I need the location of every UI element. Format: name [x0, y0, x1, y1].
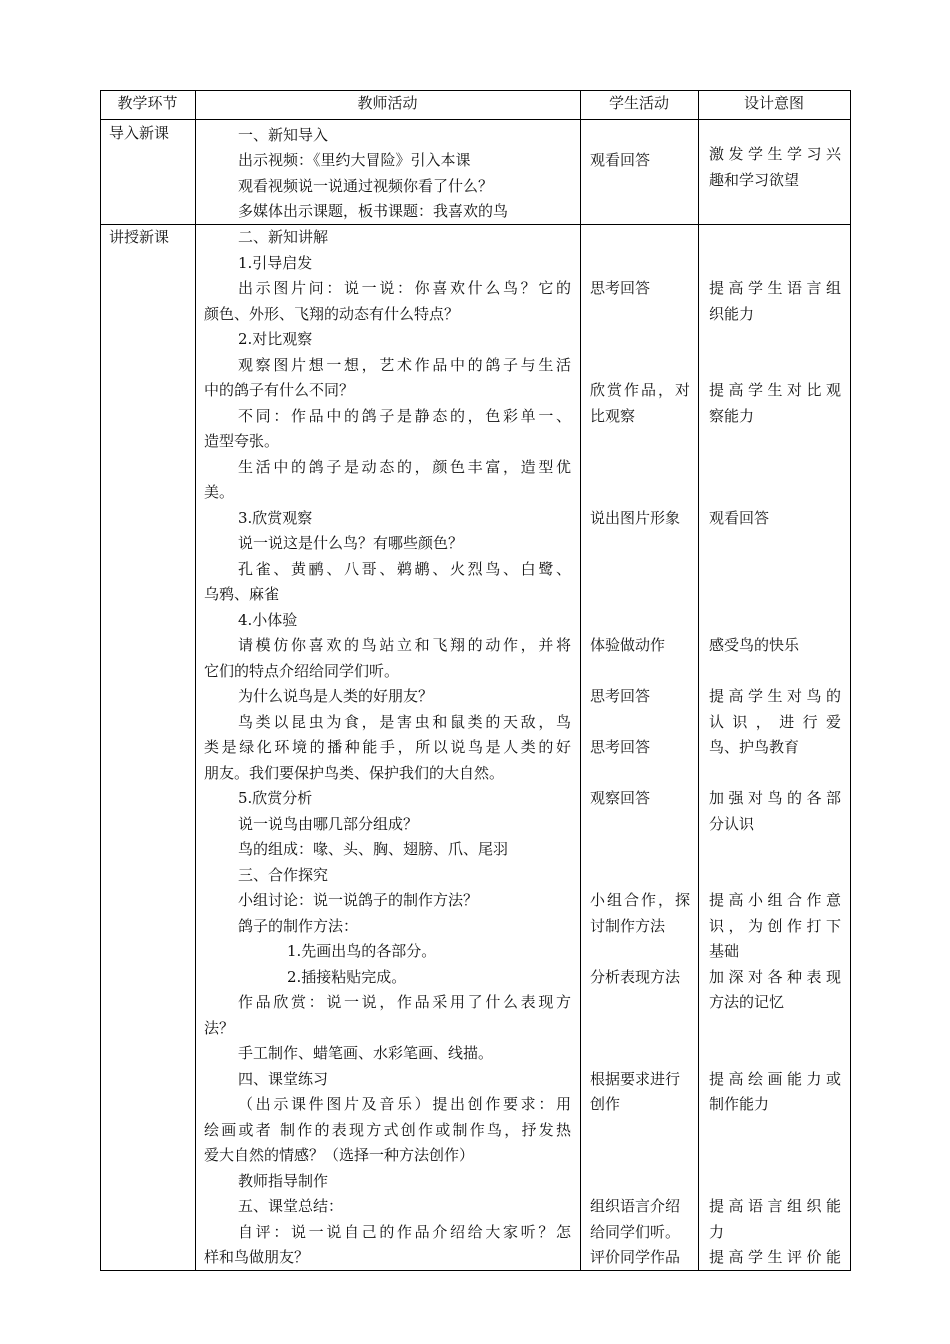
teacher-line: 手工制作、蜡笔画、水彩笔画、线描。 [238, 1044, 494, 1062]
design-line: 提高学生对比观 [709, 381, 841, 399]
table-border-left [100, 90, 101, 1271]
design-line: 趣和学习欲望 [709, 171, 800, 189]
teacher-line: 样和鸟做朋友？ [204, 1248, 310, 1266]
design-line: 鸟、护鸟教育 [709, 738, 800, 756]
student-line: 比观察 [590, 407, 636, 425]
teacher-line: 2.插接粘贴完成。 [287, 968, 407, 986]
teacher-line: 美。 [204, 483, 235, 501]
student-line: 思考回答 [590, 738, 651, 756]
section-label: 讲授新课 [109, 228, 170, 246]
teacher-line: 2.对比观察 [238, 330, 313, 348]
design-line: 制作能力 [709, 1095, 770, 1113]
student-line: 根据要求进行 [590, 1070, 681, 1088]
column-divider [698, 90, 699, 1271]
teacher-line: 中的鸽子有什么不同？ [204, 381, 355, 399]
design-line: 感受鸟的快乐 [709, 636, 800, 654]
design-line: 提高学生语言组 [709, 279, 841, 297]
student-line: 欣赏作品，对 [590, 381, 690, 399]
design-line: 方法的记忆 [709, 993, 785, 1011]
design-line: 力 [709, 1223, 725, 1241]
teacher-line: 请模仿你喜欢的鸟站立和飞翔的动作，并将 [238, 636, 571, 654]
teacher-line: 鸽子的制作方法： [238, 917, 359, 935]
teacher-line: 小组讨论：说一说鸽子的制作方法？ [238, 891, 479, 909]
teacher-line: 造型夸张。 [204, 432, 280, 450]
student-line: 分析表现方法 [590, 968, 681, 986]
teacher-line: 教师指导制作 [238, 1172, 329, 1190]
teacher-line: 绘画或者 制作的表现方式创作或制作鸟，抒发热 [204, 1121, 571, 1139]
section-label: 导入新课 [109, 124, 170, 142]
student-line: 说出图片形象 [590, 509, 681, 527]
student-line: 观察回答 [590, 789, 651, 807]
design-line: 提高学生对鸟的 [709, 687, 841, 705]
teacher-line: 法？ [204, 1019, 235, 1037]
row-divider [100, 119, 851, 120]
teacher-line: 颜色、外形、飞翔的动态有什么特点？ [204, 305, 460, 323]
teacher-line: 作品欣赏：说一说，作品采用了什么表现方 [238, 993, 571, 1011]
teacher-line: （出示课件图片及音乐）提出创作要求：用 [238, 1095, 571, 1113]
student-line: 体验做动作 [590, 636, 666, 654]
student-line: 组织语言介绍 [590, 1197, 681, 1215]
teacher-line: 爱大自然的情感？（选择一种方法创作） [204, 1146, 475, 1164]
header-cell: 教学环节 [117, 94, 178, 112]
teacher-line: 5.欣赏分析 [238, 789, 313, 807]
teacher-line: 它们的特点介绍给同学们听。 [204, 662, 400, 680]
teacher-line: 一、新知导入 [238, 126, 329, 144]
design-line: 基础 [709, 942, 740, 960]
design-line: 识，为创作打下 [709, 917, 841, 935]
student-line: 观看回答 [590, 151, 651, 169]
student-line: 思考回答 [590, 279, 651, 297]
design-line: 激发学生学习兴 [709, 145, 841, 163]
teacher-line: 观察图片想一想，艺术作品中的鸽子与生活 [238, 356, 571, 374]
teacher-line: 类是绿化环境的播种能手，所以说鸟是人类的好 [204, 738, 571, 756]
design-line: 察能力 [709, 407, 755, 425]
teacher-line: 说一说这是什么鸟？有哪些颜色？ [238, 534, 464, 552]
column-divider [580, 90, 581, 1271]
teacher-line: 五、课堂总结： [238, 1197, 344, 1215]
teacher-line: 3.欣赏观察 [238, 509, 313, 527]
teacher-line: 生活中的鸽子是动态的，颜色丰富，造型优 [238, 458, 571, 476]
student-line: 给同学们听。 [590, 1223, 681, 1241]
design-line: 认识，进行爱 [709, 713, 841, 731]
teacher-line: 自评：说一说自己的作品介绍给大家听？怎 [238, 1223, 571, 1241]
lesson-plan-table [100, 90, 851, 1271]
teacher-line: 说一说鸟由哪几部分组成？ [238, 815, 419, 833]
design-line: 织能力 [709, 305, 755, 323]
teacher-line: 为什么说鸟是人类的好朋友？ [238, 687, 434, 705]
teacher-line: 出示图片问：说一说：你喜欢什么鸟？它的 [238, 279, 571, 297]
table-border-right [850, 90, 851, 1271]
design-line: 加深对各种表现 [709, 968, 841, 986]
design-line: 观看回答 [709, 509, 770, 527]
teacher-line: 孔雀、黄鹂、八哥、鹈鹕、火烈鸟、白鹭、 [238, 560, 571, 578]
student-line: 思考回答 [590, 687, 651, 705]
student-line: 讨制作方法 [590, 917, 666, 935]
student-line: 评价同学作品 [590, 1248, 681, 1266]
design-line: 加强对鸟的各部 [709, 789, 841, 807]
teacher-line: 三、合作探究 [238, 866, 329, 884]
teacher-line: 鸟类以昆虫为食，是害虫和鼠类的天敌，鸟 [238, 713, 571, 731]
teacher-line: 不同：作品中的鸽子是静态的，色彩单一、 [238, 407, 571, 425]
student-line: 小组合作，探 [590, 891, 690, 909]
student-line: 创作 [590, 1095, 621, 1113]
header-cell: 设计意图 [743, 94, 804, 112]
teacher-line: 观看视频说一说通过视频你看了什么？ [238, 177, 494, 195]
teacher-line: 1.引导启发 [238, 254, 313, 272]
teacher-line: 4.小体验 [238, 611, 298, 629]
teacher-line: 二、新知讲解 [238, 228, 329, 246]
design-line: 分认识 [709, 815, 755, 833]
teacher-line: 四、课堂练习 [238, 1070, 329, 1088]
design-line: 提高绘画能力或 [709, 1070, 841, 1088]
teacher-line: 朋友。我们要保护鸟类、保护我们的大自然。 [204, 764, 505, 782]
teacher-line: 多媒体出示课题，板书课题：我喜欢的鸟 [238, 202, 509, 220]
teacher-line: 鸟的组成：喙、头、胸、翅膀、爪、尾羽 [238, 840, 509, 858]
header-cell: 教师活动 [357, 94, 418, 112]
design-line: 提高语言组织能 [709, 1197, 841, 1215]
design-line: 提高小组合作意 [709, 891, 841, 909]
header-cell: 学生活动 [608, 94, 669, 112]
column-divider [195, 90, 196, 1271]
teacher-line: 出示视频：《里约大冒险》引入本课 [238, 151, 471, 169]
design-line: 提高学生评价能 [709, 1248, 841, 1266]
teacher-line: 1.先画出鸟的各部分。 [287, 942, 437, 960]
teacher-line: 乌鸦、麻雀 [204, 585, 280, 603]
